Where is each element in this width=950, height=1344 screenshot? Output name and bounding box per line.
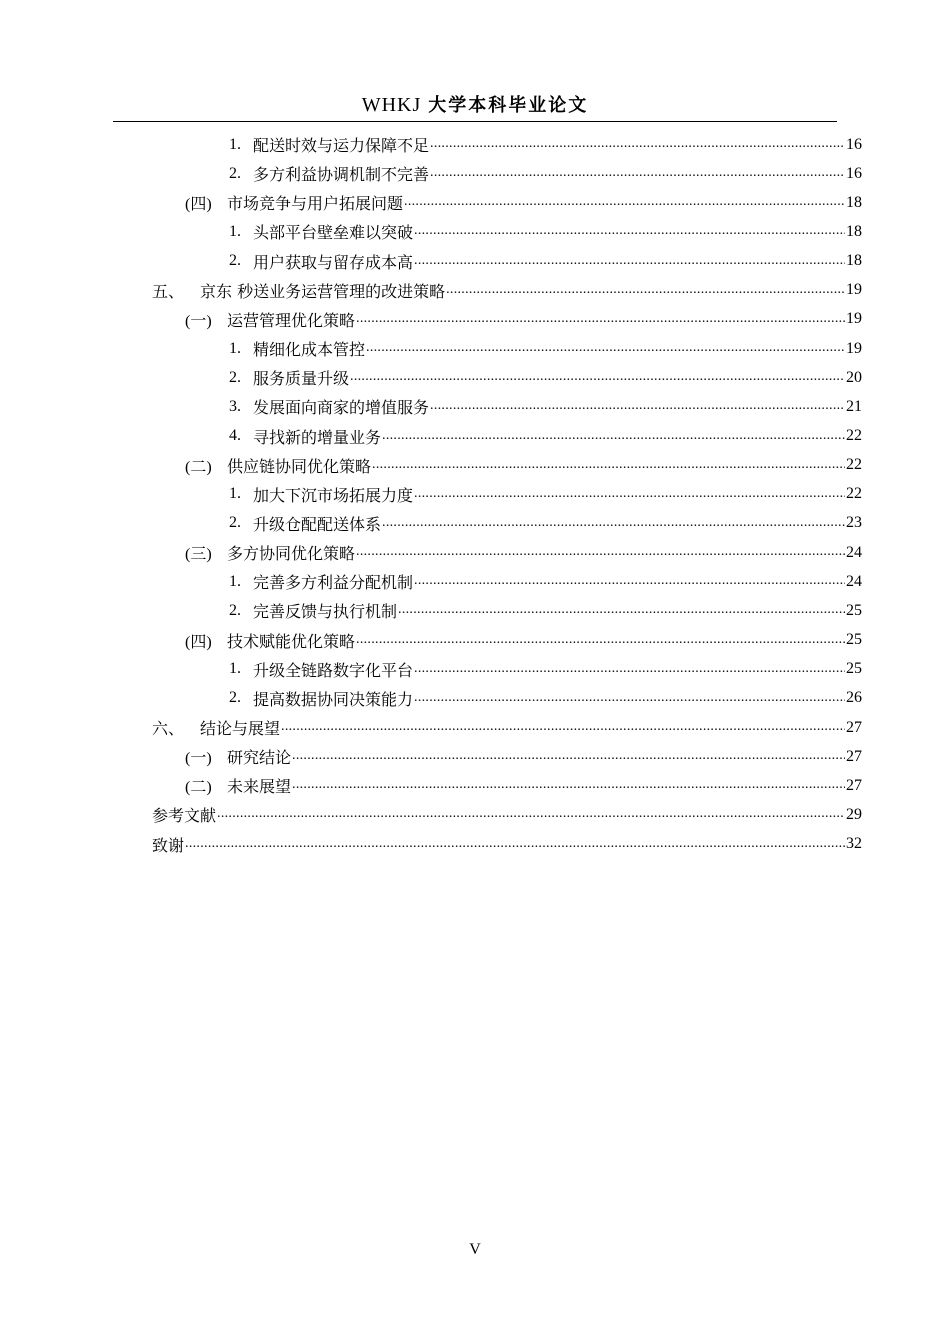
toc-entry-page: 27: [846, 776, 862, 794]
toc-dot-leader: [414, 247, 845, 276]
toc-dot-leader: [414, 480, 845, 509]
toc-entry-page: 16: [846, 164, 862, 182]
toc-entry-page: 18: [846, 252, 862, 270]
toc-dot-leader: [398, 596, 845, 625]
toc-dot-leader: [404, 188, 845, 217]
toc-entry-title: 寻找新的增量业务: [253, 427, 382, 447]
toc-dot-leader: [430, 130, 845, 159]
toc-entry-page: 18: [846, 193, 862, 211]
toc-entry-number: 1.: [229, 222, 241, 240]
toc-entry-title: 完善反馈与执行机制: [253, 602, 398, 622]
toc-entry-page: 16: [846, 135, 862, 153]
running-header: [113, 93, 837, 118]
toc-entry-page: 24: [846, 572, 862, 590]
toc-dot-leader: [372, 451, 845, 480]
toc-entry[interactable]: [185, 742, 862, 771]
toc-dot-leader: [356, 538, 845, 567]
toc-entry-page: 32: [846, 835, 862, 853]
toc-dot-leader: [414, 567, 845, 596]
toc-entry-number: 4.: [229, 427, 241, 444]
toc-entry-title: 提高数据协同决策能力: [253, 689, 414, 709]
page-number: V: [469, 1241, 481, 1258]
toc-entry[interactable]: [185, 771, 862, 800]
toc-entry-page: 22: [846, 456, 862, 474]
toc-entry-title: 配送时效与运力保障不足: [253, 136, 430, 155]
toc-entry[interactable]: [229, 596, 862, 625]
toc-entry-title: 精细化成本管控: [253, 340, 366, 360]
toc-dot-leader: [430, 392, 845, 421]
toc-entry[interactable]: [152, 830, 862, 859]
toc-dot-leader: [414, 684, 845, 713]
toc-entry[interactable]: [152, 800, 862, 829]
toc-dot-leader: [356, 305, 845, 334]
toc-entry-number: 2.: [229, 514, 241, 532]
toc-entry[interactable]: [185, 188, 862, 217]
toc-entry[interactable]: [229, 655, 862, 684]
toc-dot-leader: [356, 626, 845, 655]
toc-entry-title: 研究结论: [227, 748, 292, 768]
toc-dot-leader: [217, 800, 845, 829]
toc-entry-number: (一): [185, 312, 212, 330]
toc-entry-page: 25: [846, 601, 862, 619]
toc-entry-title: 完善多方利益分配机制: [253, 573, 414, 593]
toc-entry[interactable]: [185, 538, 862, 567]
toc-dot-leader: [382, 422, 845, 451]
toc-entry-page: 25: [846, 631, 862, 649]
toc-entry-page: 25: [846, 660, 862, 678]
toc-entry-title: 技术赋能优化策略: [227, 631, 356, 651]
toc-entry-title: 运营管理优化策略: [227, 310, 356, 330]
toc-dot-leader: [350, 363, 845, 392]
toc-entry-title: 多方协同优化策略: [227, 544, 356, 564]
toc-entry[interactable]: [152, 713, 862, 742]
toc-entry-page: 29: [846, 805, 862, 823]
toc-entry-number: 2.: [229, 252, 241, 270]
toc-entry-page: 26: [846, 689, 862, 707]
toc-entry-page: 20: [846, 368, 862, 386]
toc-entry-number: 1.: [229, 660, 241, 678]
toc-entry[interactable]: [229, 130, 862, 159]
toc-dot-leader: [414, 217, 845, 246]
toc-entry-title: 用户获取与留存成本高: [253, 252, 414, 272]
toc-entry-title: 未来展望: [227, 777, 292, 797]
toc-entry-number: (四): [185, 196, 212, 214]
toc-dot-leader: [414, 655, 845, 684]
toc-entry-page: 27: [846, 747, 862, 765]
toc-entry[interactable]: [185, 451, 862, 480]
toc-dot-leader: [446, 276, 845, 305]
toc-entry[interactable]: [229, 159, 862, 188]
toc-entry-title: 加大下沉市场拓展力度: [253, 485, 414, 505]
toc-entry[interactable]: [229, 334, 862, 363]
header-code: WHKJ: [361, 94, 422, 116]
toc-entry-title: 京东 秒送业务运营管理的改进策略: [200, 281, 446, 301]
toc-entry-title: 市场竞争与用户拓展问题: [227, 194, 404, 214]
toc-entry[interactable]: [229, 217, 862, 246]
toc-entry-number: 2.: [229, 689, 241, 707]
toc-entry[interactable]: [229, 422, 862, 451]
toc-entry-title: 致谢: [152, 835, 185, 855]
toc-entry-page: 24: [846, 543, 862, 561]
toc-entry-number: (四): [185, 633, 212, 651]
toc-entry-page: 22: [846, 427, 862, 444]
toc-entry-number: 六、: [152, 719, 185, 738]
toc-dot-leader: [292, 742, 845, 771]
toc-entry[interactable]: [229, 684, 862, 713]
toc-entry-number: 3.: [229, 397, 241, 415]
toc-entry-page: 22: [846, 485, 862, 503]
toc-dot-leader: [366, 334, 845, 363]
toc-entry-page: 19: [846, 281, 862, 299]
toc-entry-page: 27: [846, 718, 862, 736]
toc-entry[interactable]: [229, 247, 862, 276]
toc-entry-number: 2.: [229, 601, 241, 619]
toc-entry-title: 供应链协同优化策略: [227, 456, 372, 476]
toc-entry[interactable]: [185, 626, 862, 655]
toc-entry-number: (一): [185, 750, 212, 768]
toc-entry-number: 2.: [229, 164, 241, 182]
toc-dot-leader: [292, 771, 845, 800]
toc-entry-number: 1.: [229, 485, 241, 503]
toc-entry-number: (二): [185, 779, 212, 797]
toc-entry-page: 19: [846, 310, 862, 328]
toc-dot-leader: [430, 159, 845, 188]
toc-entry[interactable]: [229, 480, 862, 509]
toc-entry-number: 五、: [152, 281, 185, 301]
toc-entry-page: 18: [846, 222, 862, 240]
toc-entry-title: 升级仓配配送体系: [253, 514, 382, 534]
toc-entry-title: 升级全链路数字化平台: [253, 660, 414, 680]
toc-entry[interactable]: [229, 392, 862, 421]
toc-entry-title: 结论与展望: [200, 719, 281, 738]
toc-entry-title: 服务质量升级: [253, 369, 350, 389]
toc-entry[interactable]: [229, 363, 862, 392]
toc-entry-number: 1.: [229, 339, 241, 357]
toc-entry-number: (三): [185, 546, 212, 564]
header-title: 大学本科毕业论文: [428, 95, 589, 116]
toc-entry-number: 1.: [229, 572, 241, 590]
toc-entry-number: 2.: [229, 368, 241, 386]
toc-entry[interactable]: [229, 567, 862, 596]
header-rule: [113, 121, 837, 122]
toc-entry-page: 21: [846, 397, 862, 415]
toc-entry-title: 参考文献: [152, 806, 217, 826]
toc-entry-number: 1.: [229, 135, 241, 153]
toc-entry[interactable]: [229, 509, 862, 538]
toc-entry-title: 头部平台壁垒难以突破: [253, 223, 414, 243]
toc-dot-leader: [382, 509, 845, 538]
toc-entry-title: 发展面向商家的增值服务: [253, 398, 430, 418]
toc-entry-title: 多方利益协调机制不完善: [253, 165, 430, 185]
toc-entry[interactable]: [152, 276, 862, 305]
toc-entry-page: 19: [846, 339, 862, 357]
toc-entry-page: 23: [846, 514, 862, 532]
toc-entry-number: (二): [185, 458, 212, 476]
toc-dot-leader: [281, 713, 845, 742]
toc-dot-leader: [185, 830, 845, 859]
toc-entry[interactable]: [185, 305, 862, 334]
